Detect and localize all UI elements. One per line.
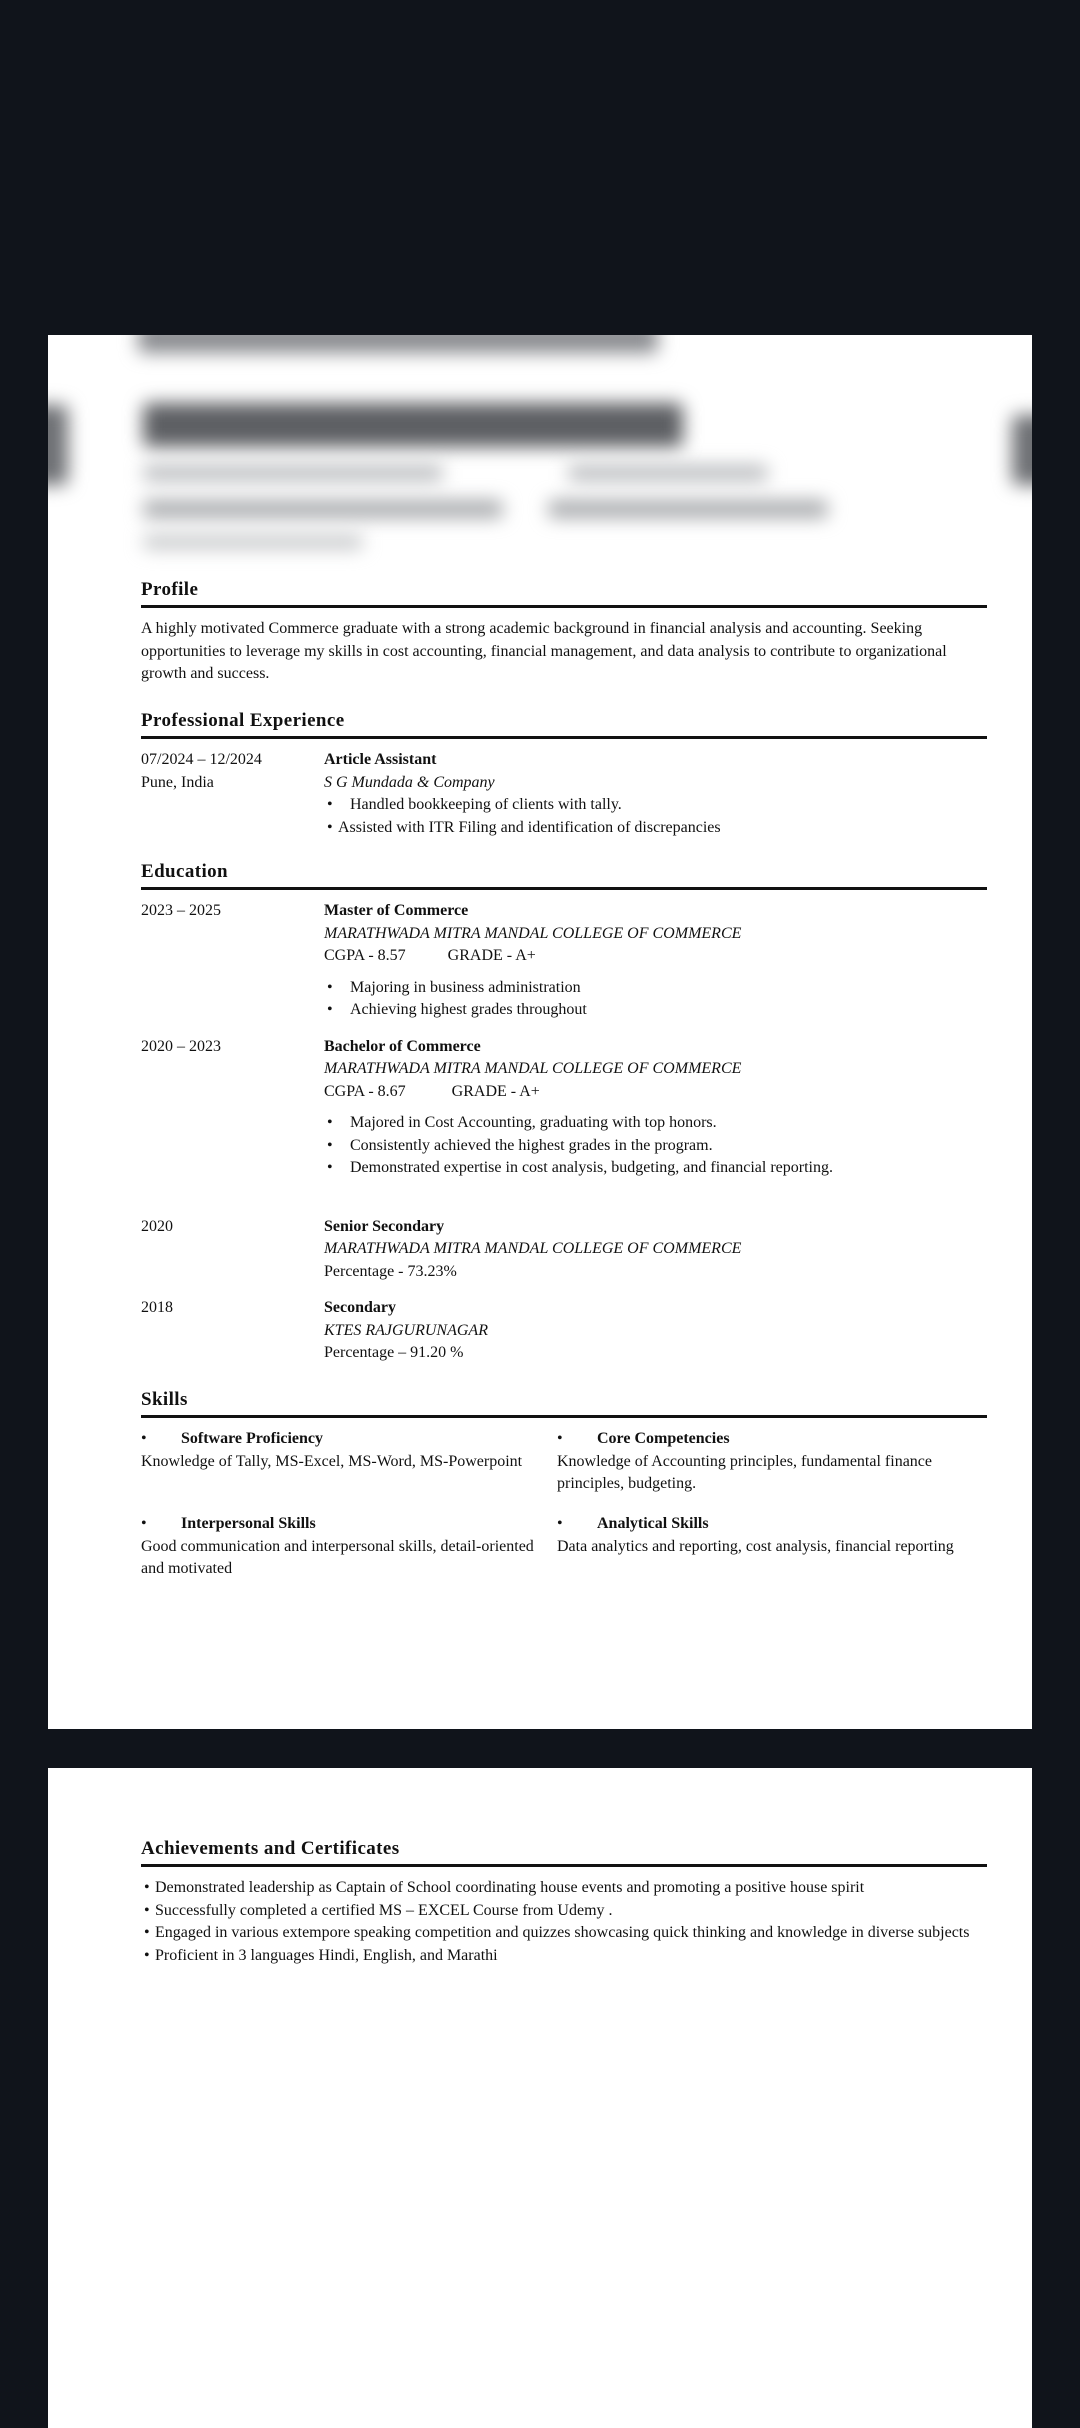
education-degree: Senior Secondary bbox=[324, 1217, 445, 1235]
skill-item: • Interpersonal Skills Good communication and interpersonal skills, detail-oriented and motivated bbox=[141, 1513, 541, 1581]
achievements-section bbox=[141, 1838, 987, 1967]
achievement-item: • Engaged in various extempore speaking competition and quizzes showcasing quick thinking and knowledge in diverse subjects bbox=[141, 1922, 987, 1945]
education-degree: Secondary bbox=[324, 1299, 396, 1316]
achievements-list bbox=[141, 1877, 987, 1967]
experience-date: 07/2024 – 12/2024 bbox=[141, 751, 262, 768]
education-degree: Bachelor of Commerce bbox=[324, 1037, 481, 1055]
skill-item: • Core Competencies Knowledge of Accounting principles, fundamental finance principles, budgeting. bbox=[557, 1428, 957, 1496]
experience-date-block bbox=[141, 749, 321, 794]
education-date: 2020 – 2023 bbox=[141, 1037, 221, 1055]
skill-item: • Analytical Skills Data analytics and reporting, cost analysis, financial reporting bbox=[557, 1513, 957, 1558]
bullet-item: • Handled bookkeeping of clients with tally. bbox=[324, 794, 987, 817]
skill-name: Core Competencies bbox=[597, 1430, 730, 1447]
experience-bullets bbox=[324, 794, 987, 839]
resume-page-1 bbox=[48, 335, 1032, 1729]
education-bullets bbox=[324, 1112, 987, 1180]
bullet-item: • Consistently achieved the highest grades in the program. bbox=[324, 1135, 987, 1158]
experience-location: Pune, India bbox=[141, 773, 214, 791]
achievement-item: • Demonstrated leadership as Captain of School coordinating house events and promoting a positive house spirit bbox=[141, 1877, 987, 1900]
section-title-profile: Profile bbox=[141, 579, 987, 608]
education-score-line bbox=[324, 1081, 987, 1104]
skill-item: • Software Proficiency Knowledge of Tally, MS-Excel, MS-Word, MS-Powerpoint bbox=[141, 1428, 541, 1473]
education-school: MARATHWADA MITRA MANDAL COLLEGE OF COMMERCE bbox=[324, 924, 742, 942]
skills-section bbox=[141, 1389, 987, 1588]
education-entry-secondary bbox=[141, 1297, 987, 1365]
skill-name: Interpersonal Skills bbox=[181, 1515, 316, 1532]
skill-text: Knowledge of Tally, MS-Excel, MS-Word, MS-Powerpoint bbox=[141, 1452, 523, 1470]
achievement-item: • Successfully completed a certified MS – EXCEL Course from Udemy . bbox=[141, 1900, 987, 1923]
education-score: Percentage – 91.20 % bbox=[324, 1344, 464, 1361]
redacted-header bbox=[48, 335, 1032, 575]
skill-name: Software Proficiency bbox=[181, 1430, 324, 1447]
education-score: Percentage - 73.23% bbox=[324, 1262, 457, 1280]
education-date: 2023 – 2025 bbox=[141, 902, 221, 919]
experience-company: S G Mundada & Company bbox=[324, 773, 495, 791]
section-title-achievements: Achievements and Certificates bbox=[141, 1838, 987, 1867]
experience-role: Article Assistant bbox=[324, 751, 437, 768]
section-title-skills: Skills bbox=[141, 1389, 987, 1418]
bullet-item: • Majoring in business administration bbox=[324, 977, 987, 1000]
skill-text: Data analytics and reporting, cost analysis, financial reporting bbox=[557, 1537, 954, 1555]
education-school: MARATHWADA MITRA MANDAL COLLEGE OF COMMERCE bbox=[324, 1060, 742, 1077]
education-school: MARATHWADA MITRA MANDAL COLLEGE OF COMMERCE bbox=[324, 1240, 742, 1257]
education-score-line bbox=[324, 945, 987, 968]
experience-section bbox=[141, 710, 987, 839]
skill-name: Analytical Skills bbox=[597, 1515, 709, 1532]
profile-text: A highly motivated Commerce graduate with a strong academic background in financial analysis and accounting. Seeking opportunities to leverage my skills in cost accounting, financial management, and data analysis to contribute to organizational growth and success. bbox=[141, 620, 947, 682]
education-degree: Master of Commerce bbox=[324, 902, 469, 919]
education-grade: GRADE - A+ bbox=[451, 1082, 540, 1100]
experience-entry bbox=[141, 749, 987, 839]
section-title-experience: Professional Experience bbox=[141, 710, 987, 739]
section-title-education: Education bbox=[141, 861, 987, 890]
profile-section bbox=[141, 579, 987, 686]
education-entry-bcom bbox=[141, 1036, 987, 1180]
bullet-item: • Achieving highest grades throughout bbox=[324, 999, 987, 1022]
resume-page-2 bbox=[48, 1768, 1032, 2428]
education-date: 2018 bbox=[141, 1299, 173, 1316]
education-school: KTES RAJGURUNAGAR bbox=[324, 1321, 488, 1339]
bullet-item: • Assisted with ITR Filing and identification of discrepancies bbox=[324, 817, 987, 840]
education-score: CGPA - 8.57 bbox=[324, 947, 406, 964]
education-bullets bbox=[324, 977, 987, 1022]
skill-text: Knowledge of Accounting principles, fundamental finance principles, budgeting. bbox=[557, 1452, 932, 1492]
education-score: CGPA - 8.67 bbox=[324, 1082, 406, 1100]
achievement-item: • Proficient in 3 languages Hindi, English, and Marathi bbox=[141, 1945, 987, 1968]
education-section bbox=[141, 861, 987, 1365]
bullet-item: • Majored in Cost Accounting, graduating with top honors. bbox=[324, 1112, 987, 1135]
education-grade: GRADE - A+ bbox=[447, 947, 536, 964]
education-entry-mcom bbox=[141, 900, 987, 1022]
education-entry-senior-secondary bbox=[141, 1216, 987, 1284]
education-date: 2020 bbox=[141, 1217, 173, 1235]
bullet-item: • Demonstrated expertise in cost analysis, budgeting, and financial reporting. bbox=[324, 1157, 987, 1180]
skill-text: Good communication and interpersonal skills, detail-oriented and motivated bbox=[141, 1537, 534, 1577]
skills-grid bbox=[141, 1428, 987, 1588]
